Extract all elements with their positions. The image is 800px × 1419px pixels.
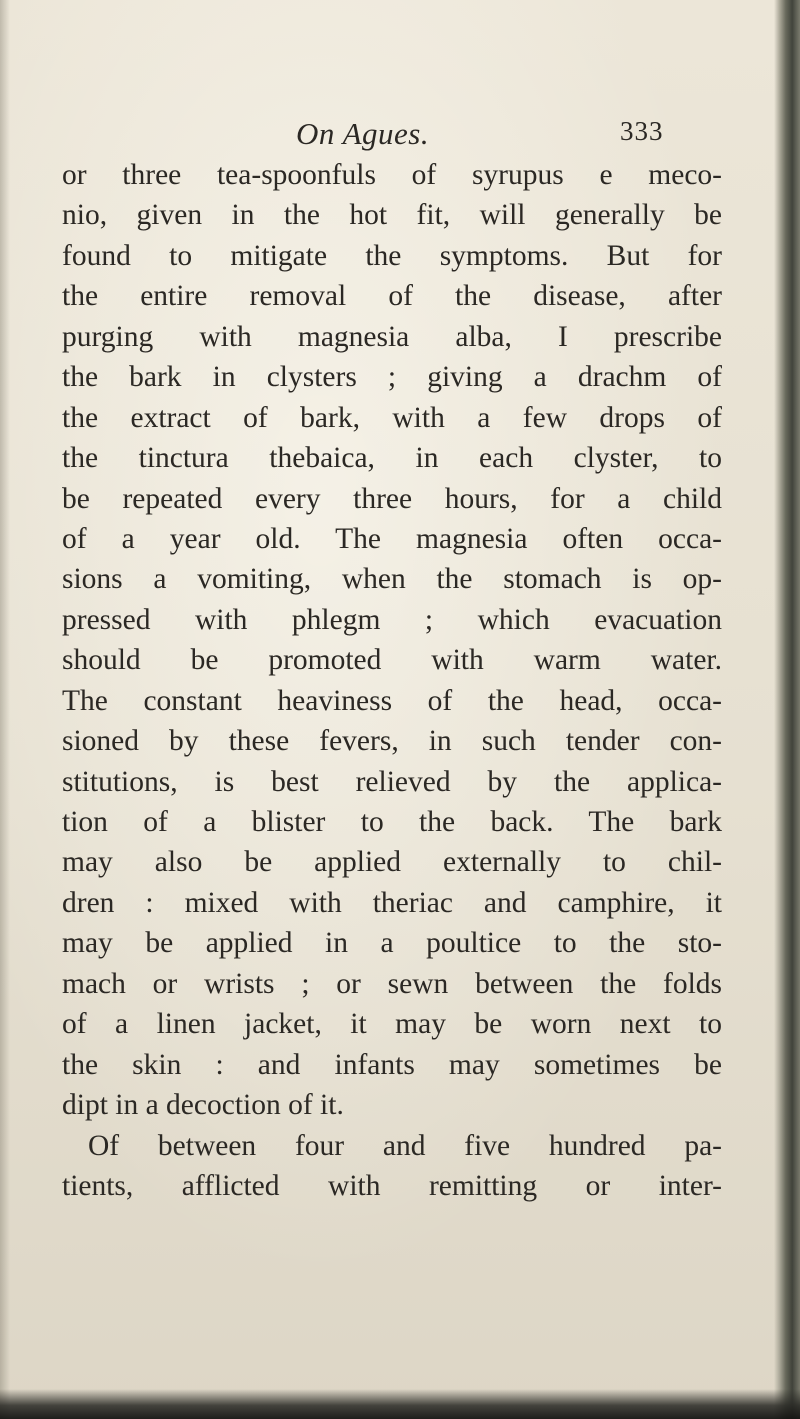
text-line: pressed with phlegm ; which evacuation	[62, 603, 722, 636]
text-line: the skin : and infants may sometimes be	[62, 1048, 722, 1081]
paragraph-start-line: Of between four and five hundred pa-	[88, 1129, 722, 1162]
text-line: sioned by these fevers, in such tender con-	[62, 725, 722, 758]
page-left-shadow	[0, 0, 10, 1419]
running-title: On Agues.	[296, 116, 430, 151]
text-line: dren : mixed with theriac and camphire, it	[62, 886, 722, 919]
text-line: nio, given in the hot fit, will generally be	[62, 199, 722, 232]
page-number: 333	[620, 116, 664, 146]
text-line: should be promoted with warm water.	[62, 644, 722, 677]
text-line: the tinctura thebaica, in each clyster, to	[62, 442, 722, 475]
text-line: of a linen jacket, it may be worn next to	[62, 1008, 722, 1041]
text-line: tients, afflicted with remitting or inter-	[62, 1169, 722, 1202]
page-bottom-edge	[0, 1389, 800, 1419]
text-line: The constant heaviness of the head, occa-	[62, 684, 722, 717]
text-line: the extract of bark, with a few drops of	[62, 401, 722, 434]
text-line: purging with magnesia alba, I prescribe	[62, 320, 722, 353]
page-binding-edge	[774, 0, 800, 1419]
text-line: may be applied in a poultice to the sto-	[62, 927, 722, 960]
text-line: mach or wrists ; or sewn between the folds	[62, 967, 722, 1000]
text-line: stitutions, is best relieved by the applica-	[62, 765, 722, 798]
body-text	[62, 155, 722, 1206]
text-line: or three tea-spoonfuls of syrupus e meco-	[62, 159, 722, 191]
text-line: sions a vomiting, when the stomach is op-	[62, 563, 722, 596]
text-line: found to mitigate the symptoms. But for	[62, 239, 722, 272]
text-line: tion of a blister to the back. The bark	[62, 806, 722, 838]
text-line: may also be applied externally to chil-	[62, 846, 722, 879]
text-line: the entire removal of the disease, after	[62, 280, 722, 313]
text-line: the bark in clysters ; giving a drachm of	[62, 361, 722, 394]
text-line: be repeated every three hours, for a child	[62, 482, 722, 515]
text-line: of a year old. The magnesia often occa-	[62, 522, 722, 555]
running-head	[0, 116, 800, 156]
paragraph-end-line: dipt in a decoction of it.	[62, 1089, 344, 1122]
